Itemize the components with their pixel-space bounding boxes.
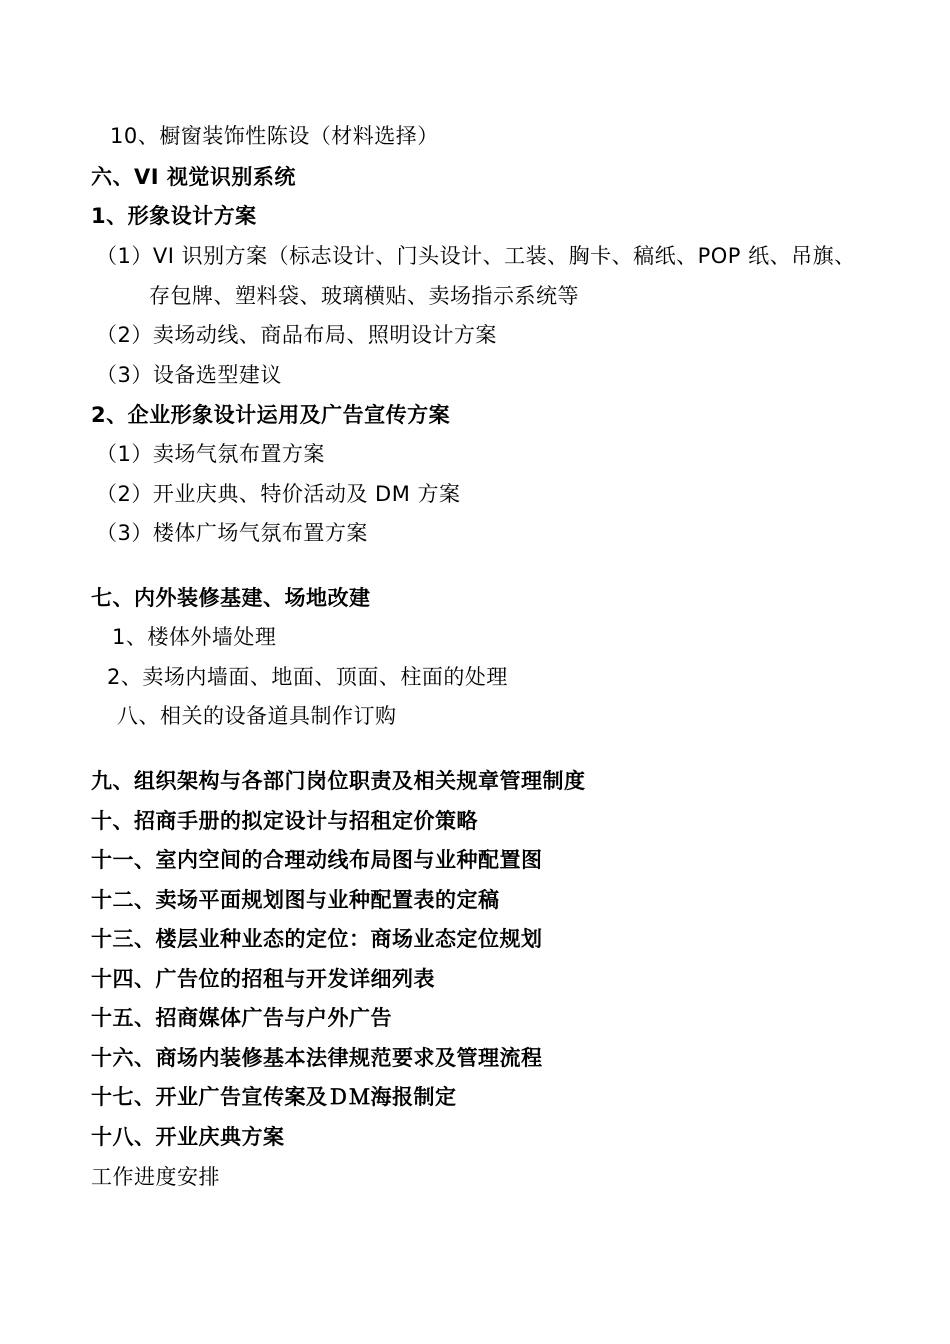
heading-floor-plan: 十二、卖场平面规划图与业种配置表的定稿: [91, 888, 500, 912]
item-window-display: 10、橱窗装饰性陈设（材料选择）: [110, 124, 439, 148]
heading-vi-system: 六、VI 视觉识别系统: [91, 165, 296, 189]
item-vi-plan-continued: 存包牌、塑料袋、玻璃横贴、卖场指示系统等: [149, 284, 579, 308]
heading-opening-promo: 十七、开业广告宣传案及ＤＭ海报制定: [91, 1085, 457, 1109]
heading-renovation: 七、内外装修基建、场地改建: [91, 586, 371, 610]
heading-format-positioning: 十三、楼层业种业态的定位：商场业态定位规划: [91, 927, 543, 951]
item-plaza-atmosphere: （3）楼体广场气氛布置方案: [96, 521, 368, 545]
item-vi-plan: （1）VI 识别方案（标志设计、门头设计、工装、胸卡、稿纸、POP 纸、吊旗、: [96, 244, 856, 268]
item-opening-dm: （2）开业庆典、特价活动及 DM 方案: [96, 482, 461, 506]
item-interior-surfaces: 2、卖场内墙面、地面、顶面、柱面的处理: [107, 665, 508, 689]
schedule-label: 工作进度安排: [91, 1165, 220, 1189]
heading-ad-space: 十四、广告位的招租与开发详细列表: [91, 967, 435, 991]
item-equipment-selection: （3）设备选型建议: [96, 363, 282, 387]
heading-legal-process: 十六、商场内装修基本法律规范要求及管理流程: [91, 1046, 543, 1070]
heading-opening-ceremony: 十八、开业庆典方案: [91, 1125, 285, 1149]
item-atmosphere: （1）卖场气氛布置方案: [96, 442, 325, 466]
heading-organization: 九、组织架构与各部门岗位职责及相关规章管理制度: [91, 769, 586, 793]
heading-leasing-handbook: 十、招商手册的拟定设计与招租定价策略: [91, 809, 478, 833]
heading-space-layout: 十一、室内空间的合理动线布局图与业种配置图: [91, 848, 543, 872]
item-exterior-wall: 1、楼体外墙处理: [112, 625, 277, 649]
subheading-corporate-image: 2、企业形象设计运用及广告宣传方案: [91, 403, 451, 427]
item-equipment-ordering: 八、相关的设备道具制作订购: [117, 704, 397, 728]
subheading-image-design: 1、形象设计方案: [91, 204, 257, 228]
heading-media-ads: 十五、招商媒体广告与户外广告: [91, 1006, 392, 1030]
item-store-flow: （2）卖场动线、商品布局、照明设计方案: [96, 323, 497, 347]
